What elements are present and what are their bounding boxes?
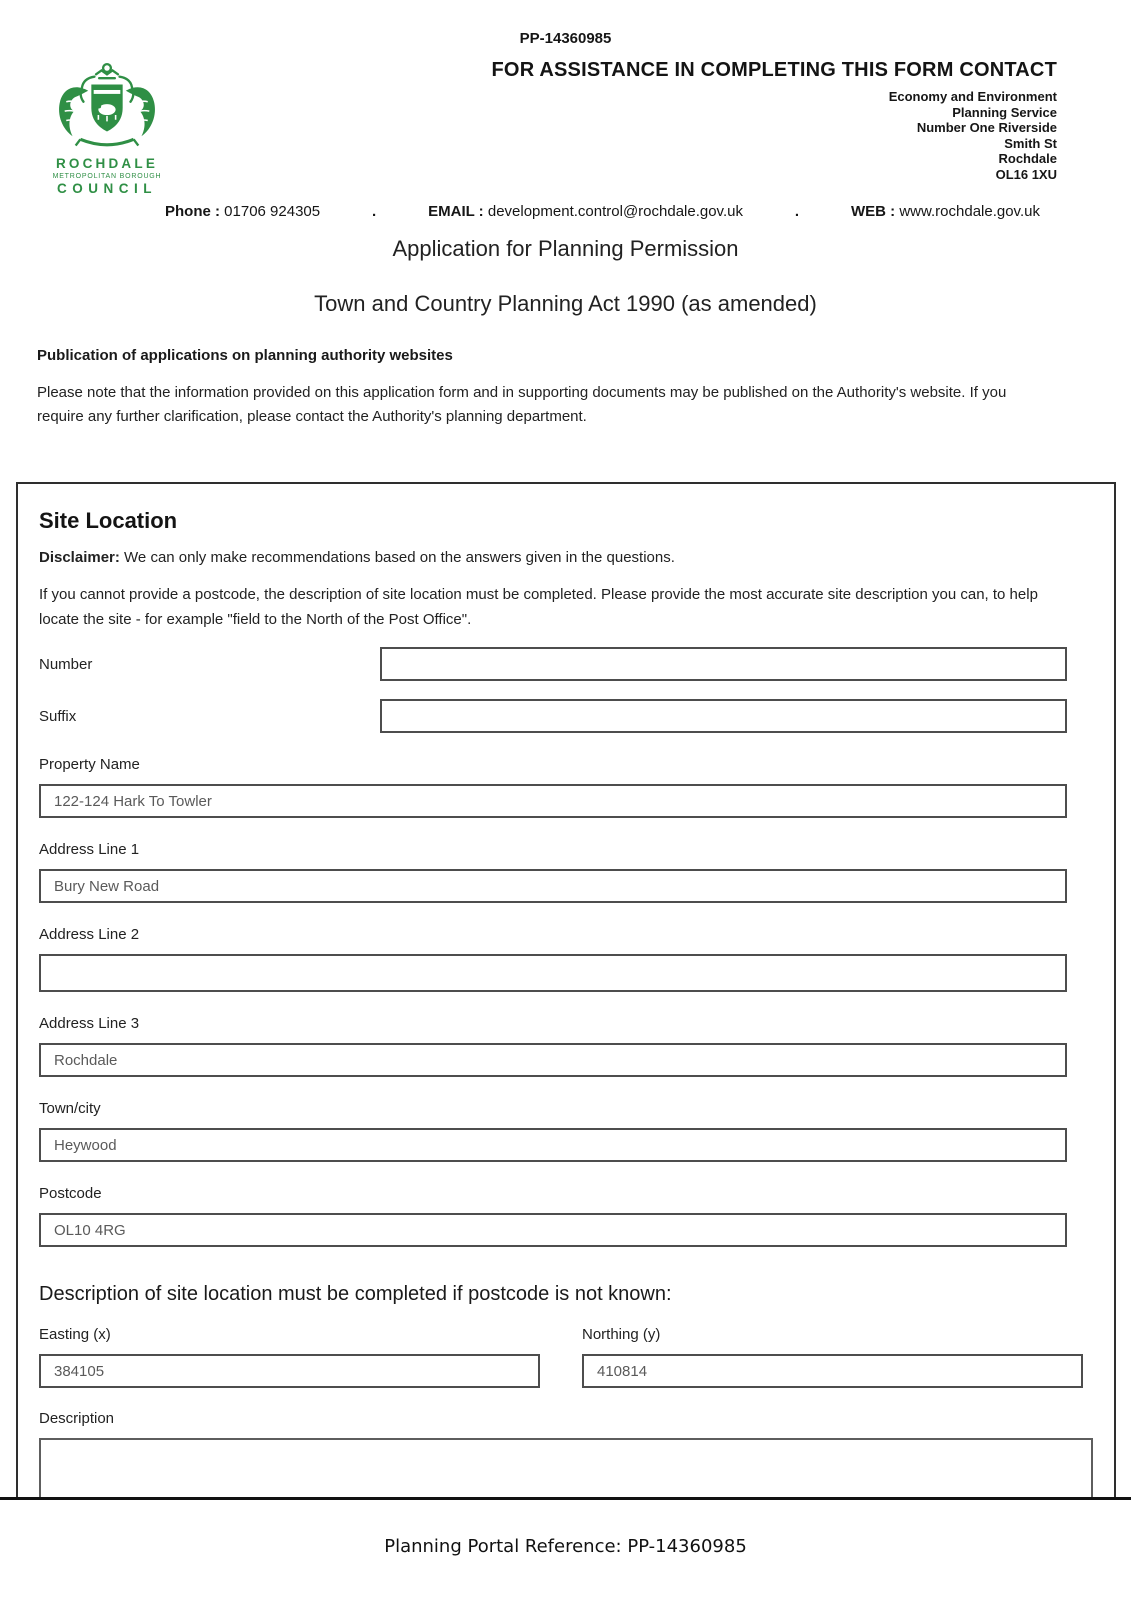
rochdale-council-crest xyxy=(52,61,162,155)
publication-heading: Publication of applications on planning authority websites xyxy=(37,347,453,364)
logo-text-council: COUNCIL xyxy=(57,180,157,196)
field-northing xyxy=(582,1326,1093,1388)
address-line: Rochdale xyxy=(998,151,1057,166)
field-property-name xyxy=(39,756,1093,818)
address-line: OL16 1XU xyxy=(995,166,1057,182)
postcode-label: Postcode xyxy=(39,1185,102,1202)
address-line-2-input[interactable] xyxy=(39,954,1067,992)
web-value: www.rochdale.gov.uk xyxy=(899,203,1040,220)
site-location-section xyxy=(16,482,1116,1497)
web-label: WEB : xyxy=(850,203,896,220)
suffix-label: Suffix xyxy=(39,707,77,725)
property-name-input[interactable] xyxy=(39,784,1067,818)
separator-dot: . xyxy=(794,203,800,220)
easting-input[interactable] xyxy=(39,1354,540,1388)
northing-input[interactable] xyxy=(582,1354,1083,1388)
address-line: Planning Service xyxy=(952,104,1057,120)
easting-label: Easting (x) xyxy=(39,1326,111,1343)
description-label: Description xyxy=(39,1410,115,1427)
publication-note xyxy=(37,347,1071,429)
address-line-2-label: Address Line 2 xyxy=(39,926,140,943)
publication-body: Please note that the information provided on this application form and in supporting documents may be published on the Authority's website. If you require any further clarification, please contact the Authority's planning department. xyxy=(37,384,1007,425)
section-heading: Site Location xyxy=(39,508,178,533)
disclaimer-text: We can only make recommendations based on the answers given in the questions. xyxy=(119,549,675,566)
phone-value: 01706 924305 xyxy=(224,203,321,220)
postcode-intro: If you cannot provide a postcode, the description of site location must be completed. Please provide the most accurate site description you can, to help locate the site - for example "field to the North of the Post Office". xyxy=(39,586,1038,628)
address-line: Smith St xyxy=(1004,135,1057,151)
logo-text-rochdale: ROCHDALE xyxy=(55,156,159,171)
postcode-input[interactable] xyxy=(39,1213,1067,1247)
disclaimer xyxy=(39,549,1093,566)
address-line-3-label: Address Line 3 xyxy=(39,1015,140,1032)
field-address-line-1 xyxy=(39,841,1093,903)
phone xyxy=(165,203,320,220)
number-label: Number xyxy=(39,655,93,673)
field-row-suffix xyxy=(39,699,1093,733)
description-textarea[interactable] xyxy=(39,1438,1093,1497)
email xyxy=(428,203,743,220)
field-easting xyxy=(39,1326,550,1388)
web xyxy=(851,203,1040,220)
planning-portal-reference-footer: Planning Portal Reference: PP-14360985 xyxy=(384,1536,747,1557)
assistance-heading: FOR ASSISTANCE IN COMPLETING THIS FORM CONTACT xyxy=(491,59,1057,81)
address-line-1-label: Address Line 1 xyxy=(39,841,140,858)
address-line-1-input[interactable] xyxy=(39,869,1067,903)
form-header xyxy=(0,47,1131,199)
form-title: Application for Planning Permission xyxy=(392,236,739,261)
disclaimer-label: Disclaimer: xyxy=(39,549,120,566)
field-description xyxy=(39,1410,1093,1497)
field-address-line-2 xyxy=(39,926,1093,992)
logo-text-metropolitan-borough: METROPOLITAN BOROUGH xyxy=(52,172,162,180)
coordinates-row xyxy=(39,1326,1093,1388)
property-name-label: Property Name xyxy=(39,756,140,773)
email-value: development.control@rochdale.gov.uk xyxy=(487,203,743,220)
address-line-3-input[interactable] xyxy=(39,1043,1067,1077)
rochdale-council-logo xyxy=(50,61,164,195)
separator-dot: . xyxy=(372,203,377,220)
planning-portal-reference-top: PP-14360985 xyxy=(519,30,612,47)
address-line: Number One Riverside xyxy=(916,120,1057,135)
contact-details-line xyxy=(165,203,1040,220)
town-city-label: Town/city xyxy=(39,1100,101,1117)
address-line: Economy and Environment xyxy=(888,89,1057,104)
field-postcode xyxy=(39,1185,1093,1247)
field-address-line-3 xyxy=(39,1015,1093,1077)
suffix-input[interactable] xyxy=(380,699,1067,733)
phone-label: Phone : xyxy=(165,203,220,220)
northing-label: Northing (y) xyxy=(582,1326,661,1343)
email-label: EMAIL : xyxy=(428,203,484,220)
field-town-city xyxy=(39,1100,1093,1162)
page-break-line xyxy=(0,1497,1131,1500)
town-city-input[interactable] xyxy=(39,1128,1067,1162)
number-input[interactable] xyxy=(380,647,1067,681)
form-subtitle: Town and Country Planning Act 1990 (as amended) xyxy=(314,291,817,316)
field-row-number xyxy=(39,647,1093,681)
description-requirement-heading: Description of site location must be completed if postcode is not known: xyxy=(39,1283,672,1305)
